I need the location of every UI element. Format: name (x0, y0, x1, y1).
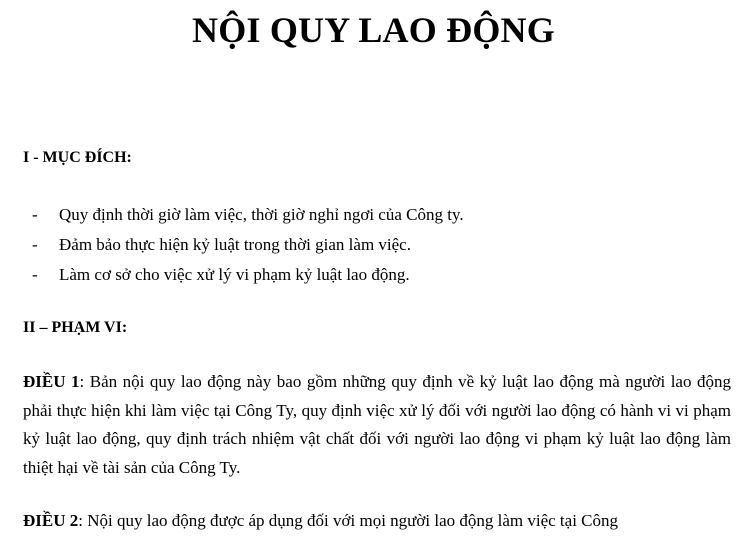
bullet-dash: - (32, 235, 38, 254)
purpose-bullet-list (23, 200, 464, 290)
section-heading-scope: II – PHẠM VI: (23, 319, 128, 336)
list-item (23, 230, 464, 260)
bullet-dash: - (32, 205, 38, 224)
article-2-label: ĐIỀU 2 (23, 511, 79, 530)
bullet-dash: - (32, 265, 38, 284)
document-title: NỘI QUY LAO ĐỘNG (192, 10, 555, 50)
article-1-label: ĐIỀU 1 (23, 372, 80, 391)
list-item (23, 200, 464, 230)
article-1-text: : Bản nội quy lao động này bao gồm những quy định về kỷ luật lao động mà người lao động phải thực hiện khi làm việc tại Công Ty, quy định việc xử lý đối với người lao động có hành vi vi phạm kỷ luật lao động, quy định trách nhiệm vật chất đối với người lao động vi phạm kỷ luật lao động làm thiệt hại về tài sản của Công Ty. (23, 372, 731, 477)
section-heading-purpose: I - MỤC ĐÍCH: (23, 149, 132, 166)
bullet-text: Quy định thời giờ làm việc, thời giờ nghỉ ngơi của Công ty. (59, 205, 464, 224)
bullet-text: Đảm bảo thực hiện kỷ luật trong thời gian làm việc. (59, 235, 411, 254)
article-2-paragraph (23, 507, 731, 536)
list-item (23, 260, 464, 290)
article-2-text: : Nội quy lao động được áp dụng đối với mọi người lao động làm việc tại Công (78, 511, 619, 530)
article-1-paragraph (23, 368, 731, 482)
bullet-text: Làm cơ sở cho việc xử lý vi phạm kỷ luật lao động. (59, 265, 410, 284)
